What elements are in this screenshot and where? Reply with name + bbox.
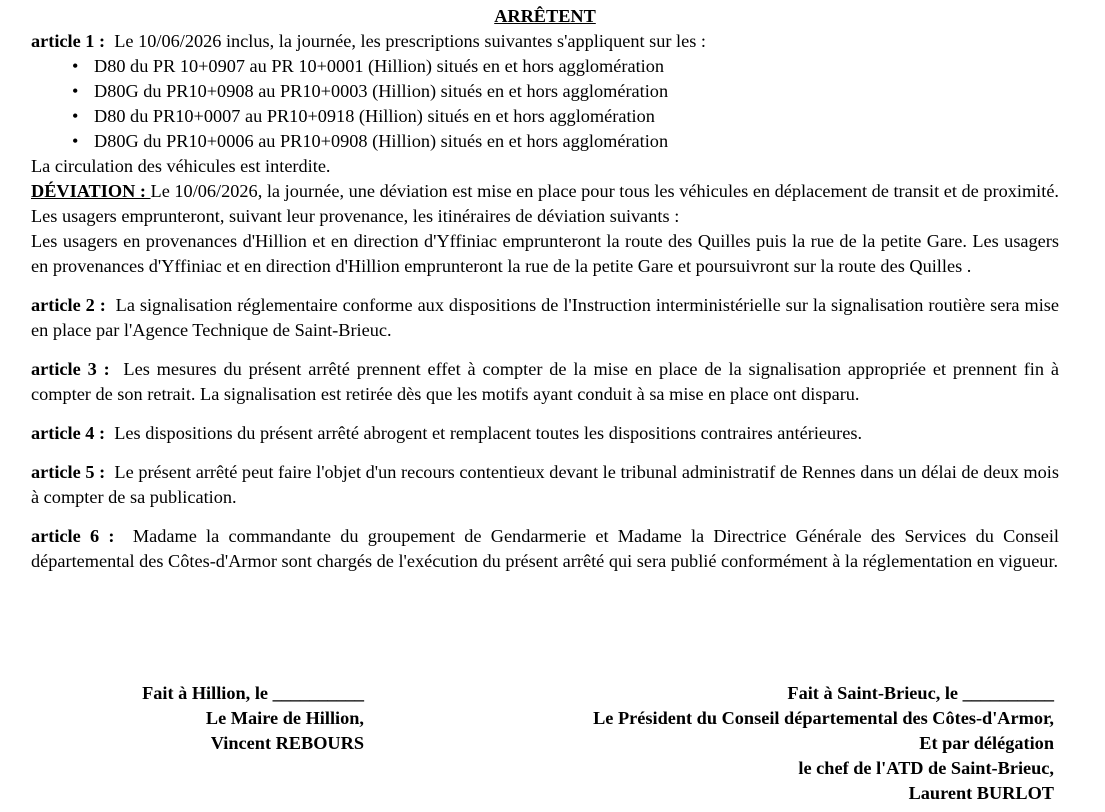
signature-place-date: Fait à Saint-Brieuc, le __________ [787, 683, 1054, 703]
signature-delegation: Et par délégation [919, 733, 1054, 753]
signature-name: Laurent BURLOT [908, 783, 1054, 803]
article-1-label: article 1 : [31, 31, 106, 51]
road-text: D80G du PR10+0006 au PR10+0908 (Hillion) situés en et hors agglomération [94, 131, 669, 151]
article-4-label: article 4 : [31, 423, 106, 443]
bullet-icon: • [72, 56, 79, 76]
signature-role: le chef de l'ATD de Saint-Brieuc, [798, 758, 1054, 778]
bullet-icon: • [72, 81, 79, 101]
deviation-paragraph [31, 179, 1059, 229]
article-1-intro-text: Le 10/06/2026 inclus, la journée, les prescriptions suivantes s'appliquent sur les : [114, 31, 706, 51]
article-1-intro [31, 29, 1059, 54]
road-text: D80 du PR10+0007 au PR10+0918 (Hillion) situés en et hors agglomération [94, 106, 655, 126]
article-2-text: La signalisation réglementaire conforme aux dispositions de l'Instruction interministérielle sur la signalisation routière sera mise en place par l'Agence Technique de Saint-Brieuc. [31, 295, 1059, 340]
article-6 [31, 524, 1059, 574]
article-6-text: Madame la commandante du groupement de Gendarmerie et Madame la Directrice Générale des Services du Conseil départemental des Côtes-d'Armor sont chargés de l'exécution du présent arrêté qui sera publié conformément à la réglementation en vigueur. [31, 526, 1059, 571]
article-2 [31, 293, 1059, 343]
road-text: D80G du PR10+0908 au PR10+0003 (Hillion) situés en et hors agglomération [94, 81, 669, 101]
deviation-label: DÉVIATION : [31, 181, 151, 201]
document-body [31, 4, 1059, 574]
list-item [72, 129, 1059, 154]
road-text: D80 du PR 10+0907 au PR 10+0001 (Hillion) situés en et hors agglomération [94, 56, 665, 76]
article-3-label: article 3 : [31, 359, 110, 379]
itineraries-paragraph: Les usagers en provenances d'Hillion et en direction d'Yffiniac emprunteront la route des Quilles puis la rue de la petite Gare. Les usagers en provenances d'Yffiniac et en direction d'Hillion emprunteront la rue de la petite Gare et poursuivront sur la route des Quilles . [31, 231, 1059, 276]
signature-title: Le Président du Conseil départemental des Côtes-d'Armor, [593, 708, 1054, 728]
article-4 [31, 421, 1059, 446]
signature-place-date: Fait à Hillion, le __________ [142, 683, 364, 703]
list-item [72, 79, 1059, 104]
road-list [31, 54, 1059, 154]
article-6-label: article 6 : [31, 526, 115, 546]
list-item [72, 54, 1059, 79]
article-3 [31, 357, 1059, 407]
signature-block-mayor [110, 681, 364, 756]
bullet-icon: • [72, 131, 79, 151]
signature-name: Vincent REBOURS [210, 733, 364, 753]
article-5-text: Le présent arrêté peut faire l'objet d'un recours contentieux devant le tribunal administratif de Rennes dans un délai de deux mois à compter de sa publication. [31, 462, 1059, 507]
circulation-notice: La circulation des véhicules est interdite. [31, 156, 331, 176]
article-2-label: article 2 : [31, 295, 106, 315]
article-3-text: Les mesures du présent arrêté prennent effet à compter de la mise en place de la signalisation appropriée et prennent fin à compter de son retrait. La signalisation est retirée dès que les motifs ayant conduit à sa mise en place ont disparu. [31, 359, 1060, 404]
deviation-text: Le 10/06/2026, la journée, une déviation est mise en place pour tous les véhicules en déplacement de transit et de proximité. Les usagers emprunteront, suivant leur provenance, les itinéraires de déviation suivants : [31, 181, 1060, 226]
signature-title: Le Maire de Hillion, [205, 708, 364, 728]
list-item [72, 104, 1059, 129]
article-5 [31, 460, 1059, 510]
signature-block-president [480, 681, 1054, 806]
article-5-label: article 5 : [31, 462, 106, 482]
document-heading: ARRÊTENT [494, 6, 596, 26]
bullet-icon: • [72, 106, 79, 126]
article-4-text: Les dispositions du présent arrêté abrogent et remplacent toutes les dispositions contraires antérieures. [114, 423, 863, 443]
